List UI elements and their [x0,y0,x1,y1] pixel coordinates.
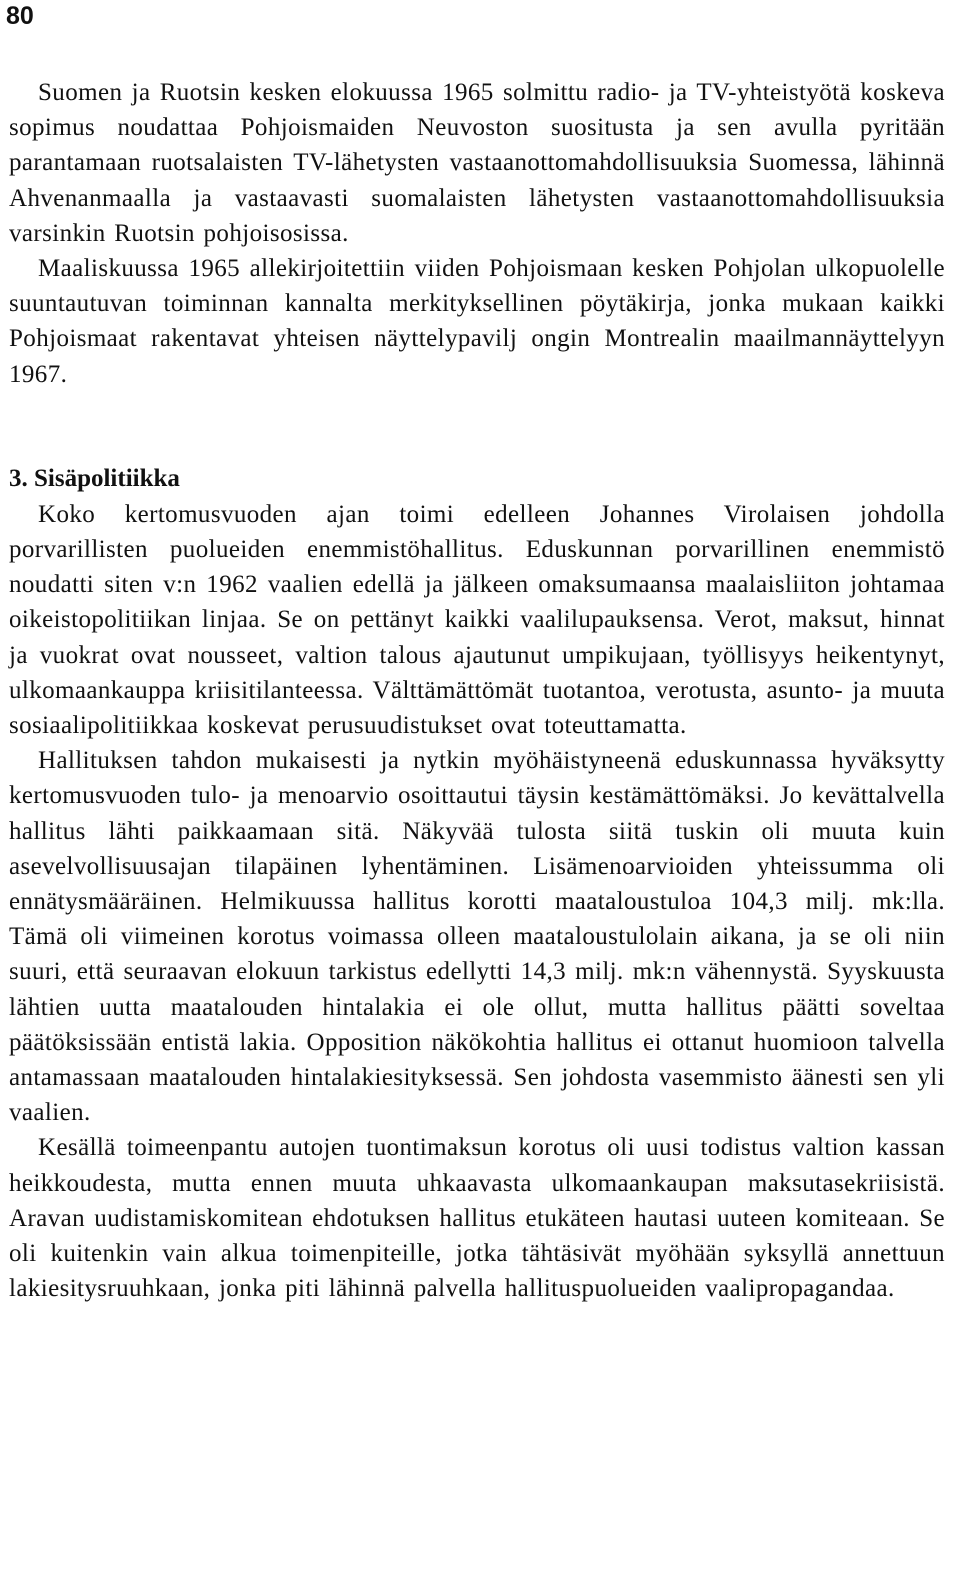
page-number: 80 [6,2,34,30]
paragraph-montreal-pavilion: Maaliskuussa 1965 allekirjoitettiin viiden Pohjoismaan kesken Pohjolan ulkopuolelle suuntautuvan toiminnan kannalta merkityksellinen pöytäkirja, jonka mukaan kaikki Pohjoismaat rakentavat yhteisen näyttelypavilj ongin Montrealin maailmannäyttelyyn 1967. [9,255,945,388]
paragraph-radio-tv-agreement: Suomen ja Ruotsin kesken elokuussa 1965 solmittu radio- ja TV-yhteistyötä koskeva sopimus noudattaa Pohjoismaiden Neuvoston suositusta ja sen avulla pyritään parantamaan ruotsalaisten TV-lähetysten vastaanottomahdollisuuksia Suomessa, lähinnä Ahvenanmaalla ja vastaavasti suomalaisten lähetysten vastaanottomahdollisuuksia varsinkin Ruotsin pohjoisosissa. [9,79,945,247]
paragraph-import-levy: Kesällä toimeenpantu autojen tuontimaksun korotus oli uusi todistus valtion kassan heikkoudesta, mutta ennen muuta uhkaavasta ulkomaankaupan maksutasekriisistä. Aravan uudistamiskomitean ehdotuksen hallitus etukäteen hautasi uuteen komiteaan. Se oli kuitenkin vain alkua toimenpiteille, jotka tähtäsivät myöhään syksyllä annettuun lakiesitysruuhkaan, jonka piti lähinnä palvella hallituspuolueiden vaalipropagandaa. [9,1134,945,1303]
paragraph-budget: Hallituksen tahdon mukaisesti ja nytkin myöhäistyneenä eduskunnassa hyväksytty kertomusvuoden tulo- ja menoarvio osoittautui täysin kestämättömäksi. Jo kevättalvella hallitus lähti paikkaamaan sitä. Näkyvää tulosta siitä tuskin oli muuta kuin asevelvollisuusajan tilapäinen lyhentäminen. Lisämenoarvioiden yhteissumma oli ennätysmääräinen. Helmikuussa hallitus korotti maataloustuloa 104,3 milj. mk:lla. Tämä oli viimeinen korotus voimassa olleen maataloustulolain aikana, ja se oli niin suuri, että seuraavan elokuun tarkistus edellytti 14,3 milj. mk:n vähennystä. Syyskuusta lähtien uutta maatalouden hintalakia ei ole ollut, mutta hallitus päätti soveltaa päätöksissään entistä lakia. Opposition näkökohtia hallitus ei ottanut huomioon talvella antamassaan maatalouden hintalakiesityksessä. Sen johdosta vasemmisto äänesti sen yli vaalien. [9,747,945,1127]
paragraph-government-majority: Koko kertomusvuoden ajan toimi edelleen Johannes Virolaisen johdolla porvarillisten puolueiden enemmistöhallitus. Eduskunnan porvarillinen enemmistö noudatti siten v:n 1962 vaalien edellä ja jälkeen omaksumaansa maalaisliiton johtamaa oikeistopolitiikan linjaa. Se on pettänyt kaikki vaalilupauksensa. Verot, maksut, hinnat ja vuokrat ovat nousseet, valtion talous ajautunut umpikujaan, työllisyys heikentynyt, ulkomaankauppa kriisitilanteessa. Välttämättömät tuotantoa, verotusta, asunto- ja muuta sosiaalipolitiikkaa koskevat perusuudistukset ovat toteuttamatta. [9,500,945,740]
section-heading: 3. Sisäpolitiikka [9,464,180,492]
page-body [9,75,945,1307]
